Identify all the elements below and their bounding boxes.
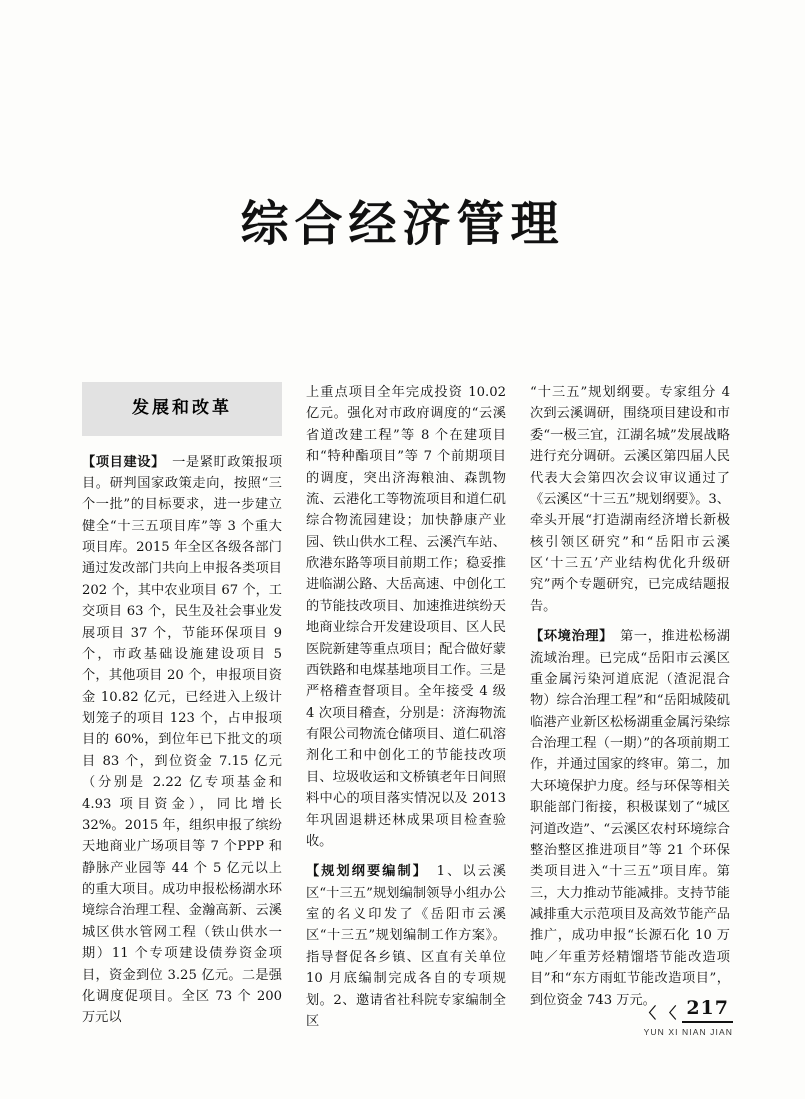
paragraph-body-text: 一是紧盯政策报项目。研判国家政策走向，按照“三个一批”的目标要求，进一步建立健全“十三五项目库”等 3 个重大项目库。2015 年全区各级各部门通过发改部门共向上申报各类项目 202 个，其中农业项目 67 个，工交项目 63 个，民生及社会事业发展项目 37 个，节能环保项目 9 个，市政基础设施建设项目 5 个，其他项目 20 个，申报项目资金 10.82 亿元，已经进入上级计划笼子的项目 123 个，占申报项目的 60%，到位年已下批文的项目 83 个，到位资金 7.15 亿元（分别是 2.22 亿专项基金和 4.93 项目资金），同比增长 32%。2015 年，组织申报了缤纷天地商业广场项目等 7 个PPP 和静脉产业园等 44 个 5 亿元以上的重大项目。成功申报松杨湖水环境综合治理工程、金瀚高新、云溪城区供水管网工程（铁山供水一期）11 个专项建设债券资金项目，资金到位 3.25 亿元。二是强化调度促项目。全区 73 个 200 万元以 xyxy=(82,454,283,1026)
page-footer xyxy=(641,997,733,1037)
paragraph-project-continuation xyxy=(306,382,506,852)
column-2 xyxy=(306,382,506,1029)
column-1 xyxy=(82,382,283,1026)
paragraph-body-text: 上重点项目全年完成投资 10.02 亿元。强化对市政府调度的“云溪省道改建工程”等 8 个在建项目和“特种酯项目”等 7 个前期项目的调度，突出济海粮油、森凯物流、云港化工等物流项目和道仁矶综合物流园建设；加快静康产业园、铁山供水工程、云溪汽车站、欣港东路等项目前期工作；稳妥推进临湖公路、大岳高速、中创化工的节能技改项目、加速推进缤纷天地商业综合开发建设项目、区人民医院新建等重点项目；配合做好蒙西铁路和电煤基地项目工作。三是严格稽查督项目。全年接受 4 级 4 次项目稽查，分别是：济海物流有限公司物流仓储项目、道仁矶溶剂化工和中创化工的节能技改项目、垃圾收运和文桥镇老年日间照料中心的项目落实情况以及 2013 年巩固退耕还林成果项目检查验收。 xyxy=(306,385,506,849)
footer-page-line xyxy=(641,997,733,1023)
paragraph-planning-outline xyxy=(306,861,506,1032)
paragraph-lead-label: 【规划纲要编制】 xyxy=(306,864,422,880)
page-number: 217 xyxy=(682,997,733,1023)
paragraph-lead-label: 【环境治理】 xyxy=(530,629,607,645)
article-columns xyxy=(82,382,732,1029)
paragraph-body-text: “十三五”规划纲要。专家组分 4 次到云溪调研，围绕项目建设和市委“一极三宜，江湖名城”发展战略进行充分调研。云溪区第四届人民代表大会第四次会议审议通过了《云溪区“十三五”规划纲要》。3、牵头开展“打造湖南经济增长新极核引领区研究”和“岳阳市云溪区‘十三五’产业结构优化升级研究”两个专题研究，已完成结题报告。 xyxy=(530,385,730,614)
section-heading-development-reform: 发展和改革 xyxy=(82,382,282,436)
paragraph-planning-continuation xyxy=(530,382,730,617)
paragraph-lead-label: 【项目建设】 xyxy=(82,454,159,470)
paragraph-project-construction xyxy=(82,452,282,1029)
page-title: 综合经济管理 xyxy=(240,196,565,252)
paragraph-environmental-governance xyxy=(530,626,730,1011)
paragraph-body-text: 第一，推进松杨湖流域治理。已完成“岳阳市云溪区重金属污染河道底泥（渣泥混合物）综合治理工程”和“岳阳城陵矶临港产业新区松杨湖重金属污染综合治理工程（一期）”的各项前期工作，并通过国家的终审。第二，加大环境保护力度。经与环保等相关职能部门衔接，积极谋划了“城区河道改造”、“云溪区农村环境综合整治整区推进项目”等 21 个环保类项目进入“十三五”项目库。第三，大力推动节能减排。支持节能减排重大示范项目及高效节能产品推广，成功申报“长源石化 10 万吨／年重芳烃精馏塔节能改造项目”和“东方雨虹节能改造项目”，到位资金 743 万元。 xyxy=(530,629,731,1008)
column-3 xyxy=(530,382,730,1012)
double-chevron-left-icon: 〈 〈 xyxy=(641,1004,677,1022)
footer-subtitle: YUN XI NIAN JIAN xyxy=(643,1027,733,1037)
paragraph-body-text: 1、以云溪区“十三五”规划编制领导小组办公室的名义印发了《岳阳市云溪区“十三五”规划编制工作方案》。指导督促各乡镇、区直有关单位 10 月底编制完成各自的专项规划。2、邀请省社科院专家编制全区 xyxy=(306,864,506,1029)
